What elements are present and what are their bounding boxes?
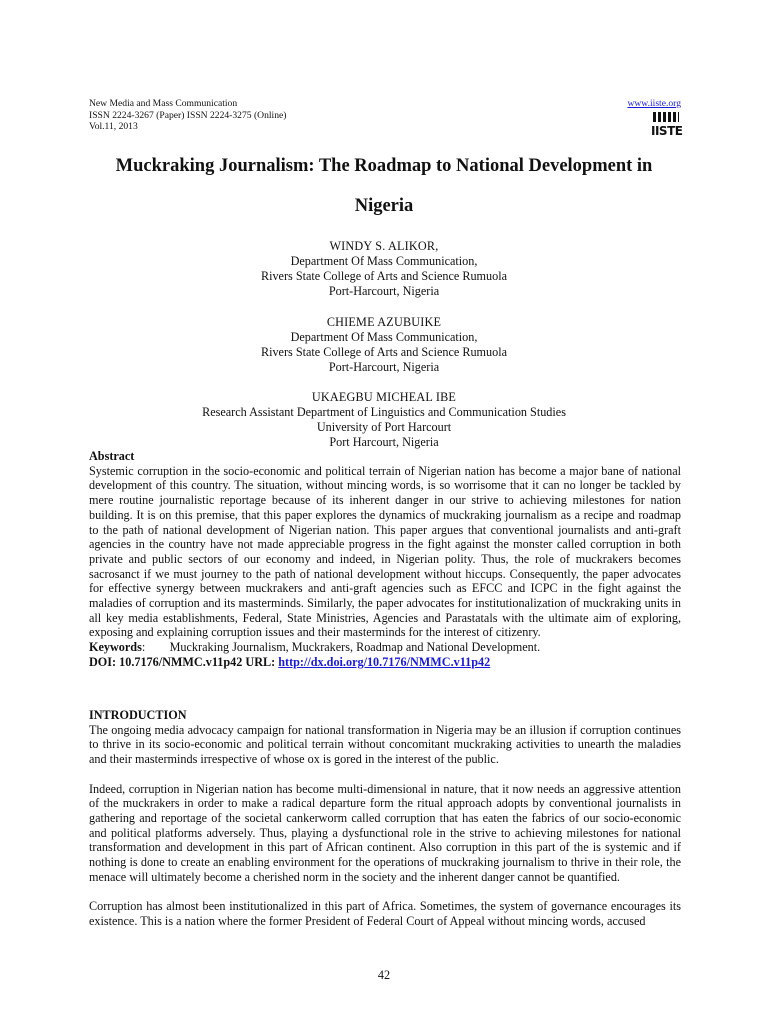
journal-header-right xyxy=(627,98,681,143)
author-block-3 xyxy=(84,390,684,450)
abstract-heading: Abstract xyxy=(89,449,135,463)
author-name: UKAEGBU MICHEAL IBE xyxy=(311,390,457,404)
author-affiliation: Port-Harcourt, Nigeria xyxy=(328,360,440,374)
author-affiliation: Port-Harcourt, Nigeria xyxy=(328,284,440,298)
introduction-heading: INTRODUCTION xyxy=(89,708,187,722)
intro-paragraph: Corruption has almost been institutionalized in this part of Africa. Sometimes, the system of governance encourages its existence. This is a nation where the former President of Federal Court of Appeal without mincing words, accused xyxy=(89,899,681,928)
author-block-1 xyxy=(84,239,684,299)
journal-volume: Vol.11, 2013 xyxy=(89,121,138,132)
keywords-label: Keywords xyxy=(89,640,142,655)
page-number: 42 xyxy=(377,968,391,982)
doi-link[interactable]: http://dx.doi.org/10.7176/NMMC.v11p42 xyxy=(278,654,491,669)
keywords-colon: : xyxy=(141,640,170,655)
keywords-line xyxy=(89,640,681,655)
logo-text: IISTE xyxy=(651,124,683,138)
author-affiliation: Department Of Mass Communication, xyxy=(290,254,478,268)
author-name: CHIEME AZUBUIKE xyxy=(326,315,442,329)
author-name: WINDY S. ALIKOR, xyxy=(329,239,439,253)
paper-title-line1: Muckraking Journalism: The Roadmap to National Development in xyxy=(115,156,653,176)
journal-name: New Media and Mass Communication xyxy=(89,98,238,109)
doi-line xyxy=(89,655,681,670)
author-affiliation: Port Harcourt, Nigeria xyxy=(329,435,439,449)
paper-title-line2: Nigeria xyxy=(354,196,414,216)
abstract-text: Systemic corruption in the socio-economic and political terrain of Nigerian nation has become a major bane of national development of this country. The situation, without mincing words, is so worrisome that it can no longer be tackled by mere routine journalistic reportage because of its inherent danger in our strive to achieving milestones for nation building. It is on this premise, that this paper explores the dynamics of muckraking journalism as a recipe and roadmap to the path of national development of Nigerian nation. This paper argues that conventional journalists and anti-graft agencies in the country have not made appreciable progress in the fight against the monster called corruption in both private and public sectors of our economy and indeed, in Nigerian polity. Thus, the role of muckrakers becomes sacrosanct if we must journey to the path of national development without hiccups. Consequently, the paper advocates for effective synergy between muckrakers and anti-graft agencies such as EFCC and ICPC in the fight against the maladies of corruption and its masterminds. Similarly, the paper advocates for institutionalization of muckraking units in all key media establishments, Federal, State Ministries, Agencies and Parastatals with the ultimate aim of exploring, exposing and explaining corruption issues and their masterminds for the interest of citizenry. xyxy=(89,463,681,640)
abstract-section xyxy=(89,449,681,670)
journal-header xyxy=(89,98,286,133)
author-affiliation: Research Assistant Department of Linguistics and Communication Studies xyxy=(202,405,566,419)
journal-issn: ISSN 2224-3267 (Paper) ISSN 2224-3275 (Online) xyxy=(89,109,287,121)
author-affiliation: University of Port Harcourt xyxy=(316,420,452,434)
website-link[interactable]: www.iiste.org xyxy=(627,98,681,109)
keywords-text: Muckraking Journalism, Muckrakers, Roadmap and National Development. xyxy=(169,640,541,655)
author-affiliation: Rivers State College of Arts and Science Rumuola xyxy=(260,345,508,359)
doi-label: DOI: 10.7176/NMMC.v11p42 URL: xyxy=(89,654,276,669)
intro-paragraph: The ongoing media advocacy campaign for national transformation in Nigeria may be an illusion if corruption continues to thrive in its socio-economic and political terrain without concomitant muckraking activities to unearth the maladies and their masterminds irrespective of whose ox is gored in the interest of the public. xyxy=(89,722,681,767)
intro-paragraph: Indeed, corruption in Nigerian nation has become multi-dimensional in nature, that it now needs an aggressive attention of the muckrakers in order to make a radical departure form the ritual approach adopts by conventional journalists in gathering and reportage of the societal cankerworm called corruption that has eaten the fabrics of our socio-economic and political platforms adversely. Thus, playing a dysfunctional role in the strive to achieving milestones for national transformation and development in this part of African continent. Also corruption in this part of the is systemic and if nothing is done to create an enabling environment for the operations of muckraking journalism to thrive in their role, the menace will ultimately become a cherished norm in the society and the inherent danger cannot be quantified. xyxy=(89,781,681,884)
author-affiliation: Rivers State College of Arts and Science Rumuola xyxy=(260,269,508,283)
author-block-2 xyxy=(84,315,684,375)
logo-bars-icon xyxy=(653,112,679,122)
iiste-logo xyxy=(651,112,681,138)
author-affiliation: Department Of Mass Communication, xyxy=(290,330,478,344)
introduction-section xyxy=(89,708,681,929)
